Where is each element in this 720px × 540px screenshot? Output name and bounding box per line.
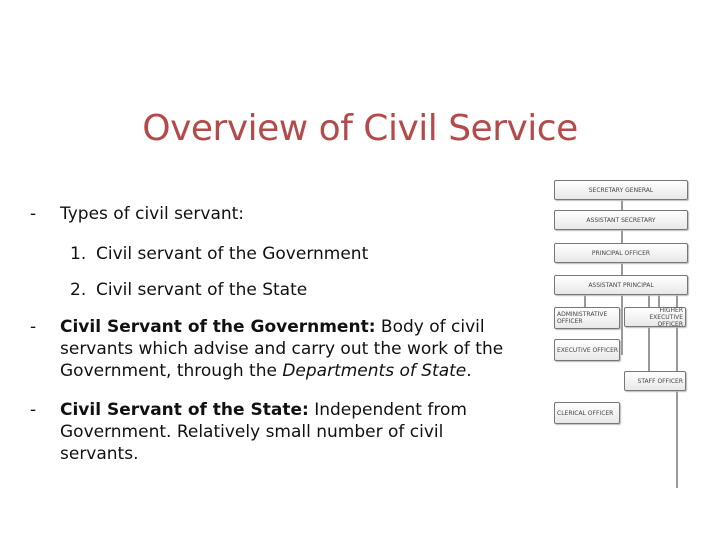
state-paragraph [60,399,522,465]
list-number: 2. [70,280,87,300]
org-box-principal-officer: PRINCIPAL OFFICER [554,243,688,263]
org-box-secretary-general: SECRETARY GENERAL [554,180,688,200]
government-desc: Body of civil servants which advise and carry out the work of the Government, through the [60,317,504,381]
departments-of-state: Departments of State [282,361,467,381]
org-box-executive-officer: EXECUTIVE OFFICER [554,339,620,361]
types-label: Types of civil servant: [60,204,245,224]
org-box-staff-officer: STAFF OFFICER [624,371,686,391]
list-item-text: Civil servant of the State [96,280,308,300]
org-box-higher-executive-officer: HIGHER EXECUTIVE OFFICER [624,307,686,327]
list-item-text: Civil servant of the Government [96,244,369,264]
government-term: Civil Servant of the Government: [60,317,376,337]
org-box-administrative-officer: ADMINISTRATIVE OFFICER [554,307,620,329]
slide-title: Overview of Civil Service [142,108,578,149]
bullet-dash: - [30,204,37,224]
org-box-assistant-secretary: ASSISTANT SECRETARY [554,210,688,230]
list-number: 1. [70,244,87,264]
state-desc: Independent from Government. Relatively small number of civil servants. [60,400,467,464]
bullet-dash: - [30,317,37,337]
state-term: Civil Servant of the State: [60,400,309,420]
org-box-clerical-officer: CLERICAL OFFICER [554,402,620,424]
bullet-dash: - [30,400,37,420]
org-box-assistant-principal: ASSISTANT PRINCIPAL [554,275,688,295]
government-end: . [466,361,472,381]
org-chart [548,176,696,436]
government-paragraph [60,316,522,382]
connector-line [621,295,623,355]
